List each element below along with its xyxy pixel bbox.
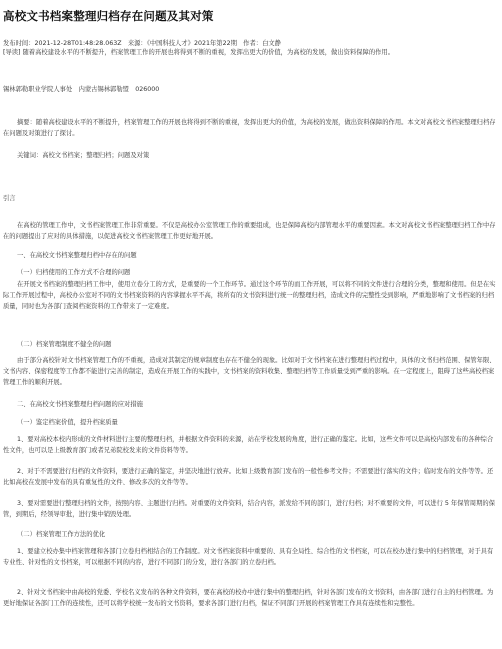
paragraph-intro: 在高校的管理工作中，文书档案管理工作非常重要。不仅是高校办公室管理工作的重要组成，也是保障高校内部管理水平的重要因素。本文对高校文书档案整理归档工作中存在的问题提出了应对的具体措施，以促进高校文书档案管理工作更好地开展。 <box>3 222 496 240</box>
subheading-filing-method: （一）归档使用的工作方式不合理的问题 <box>17 269 131 276</box>
list-item: 3、要对需要进行整理归档的文件，按照内容、主题进行归档。对重要的文件资料，结合内容，派发给不同的部门，进行归档；对不重要的文件，可以进行 5 年保管周期的保管，到期后，经领导审批，进行集中销毁处理。 <box>3 500 495 518</box>
article-title: 高校文书档案整理归档存在问题及其对策 <box>3 9 214 23</box>
author-affiliation: 锡林郭勒职业学院人事处 内蒙古锡林郭勒盟 026000 <box>3 86 160 93</box>
paragraph-system: 由于部分高校针对文书档案管理工作的不重视，造成对其制定的规章制度也存在不健全的现象。比如对于文书档案在进行整理归档过程中，具体的文书归档范围、保管年限、文书内容、保密程度等工作都不能进行完善的制定，造成在开展工作的实践中，文书档案的资料收集、整理归档等工作质量受到严重的影响。在一定程度上，阻碍了这些高校档案管理工作的顺利开展。 <box>3 357 496 386</box>
list-item: 2、针对文书档案中由高校的党委、学校名义发布的各种文件资料，要在高校的校办中进行集中的整理归档，针对各部门发布的文书资料，由各部门进行自主的归档管理。为更好地保证各部门工作的连续性，还可以将学校统一发布的文书资料，要求各部门进行归档，保证不同部门开展的档案管理工作具有连续性和完整性。 <box>3 589 494 607</box>
list-item: 1、要对高校本校内形成的文件材料进行主要的整理归档，并根据文件资料的来源，站在学校发展的角度，进行正确的鉴定。比如，这些文件可以是高校内部发布的各种综合性文件，也可以是上级教育部门或者兄弟院校发来的文件资料等等。 <box>3 436 494 454</box>
section-heading-measures: 二、在高校文书档案整理归档问题的应对措施 <box>17 401 143 408</box>
intro-heading: 引言 <box>3 195 16 202</box>
list-item: 2、对于不需要进行归档的文件资料，要进行正确的鉴定，并坚决地进行放弃。比如上级教育部门发布的一般性参考文件；不需要进行落实的文件；临时发布的文件等等。还比如高校在发展中发布的具有重复性的文件、修改多次的文件等等。 <box>3 468 494 486</box>
list-item: 1、要建立校办集中档案管理和各部门立卷归档相结合的工作制度。对文书档案资料中重要的、具有全局性、综合性的文书档案，可以在校办进行集中的归档管理，对于具有专业性、针对性的文书档案，可以根据不同的内容，进行不同部门的分发，进行各部门的立卷归档。 <box>3 548 494 566</box>
subheading-optimization: （二）档案管理工作方法的优化 <box>17 531 106 538</box>
publish-meta: 发布时间：2021-12-28T01:48:28.063Z 来源：《中国科技人才》2021年第22期 作者：白文静 <box>3 40 281 47</box>
abstract: 摘要：随着高校建设水平的不断提升，档案管理工作的开展也将得到不断的重视，发挥出更大的价值，为高校的发展，做出资料保障的作用。本文对高校文书档案整理归档存在问题及对策进行了探讨。 <box>3 119 496 137</box>
lead-summary: [导读] 随着高校建设水平的不断提升，档案管理工作的开展也将得到不断的重视，发挥出更大的价值，为高校的发展，做出资料保障的作用。 <box>3 49 395 56</box>
subheading-system: （二）档案管理制度不健全的问题 <box>17 341 112 348</box>
keywords: 关键词：高校文书档案；整理归档；问题及对策 <box>17 152 150 159</box>
subheading-value: （一）鉴定档案价值，提升档案质量 <box>17 419 118 426</box>
paragraph-filing-method: 在开展文书档案的整理归档工作中，使用立卷分工的方式，是重要的一个工作环节。通过这个环节的而工作开展，可以将不同的文件进行合理的分类，整理和使用。但是在实际工作开展过程中，高校办公室对不同的文书档案资料的内容掌握水平不高，将所有的文书资料进行统一的整理归档，造成文件的完整性受到影响，严重地影响了文书档案的归档质量，同时也为各部门查阅档案资料的工作带来了一定难度。 <box>3 281 496 310</box>
section-heading-problems: 一、在高校文书档案整理归档中存在的问题 <box>17 252 137 259</box>
